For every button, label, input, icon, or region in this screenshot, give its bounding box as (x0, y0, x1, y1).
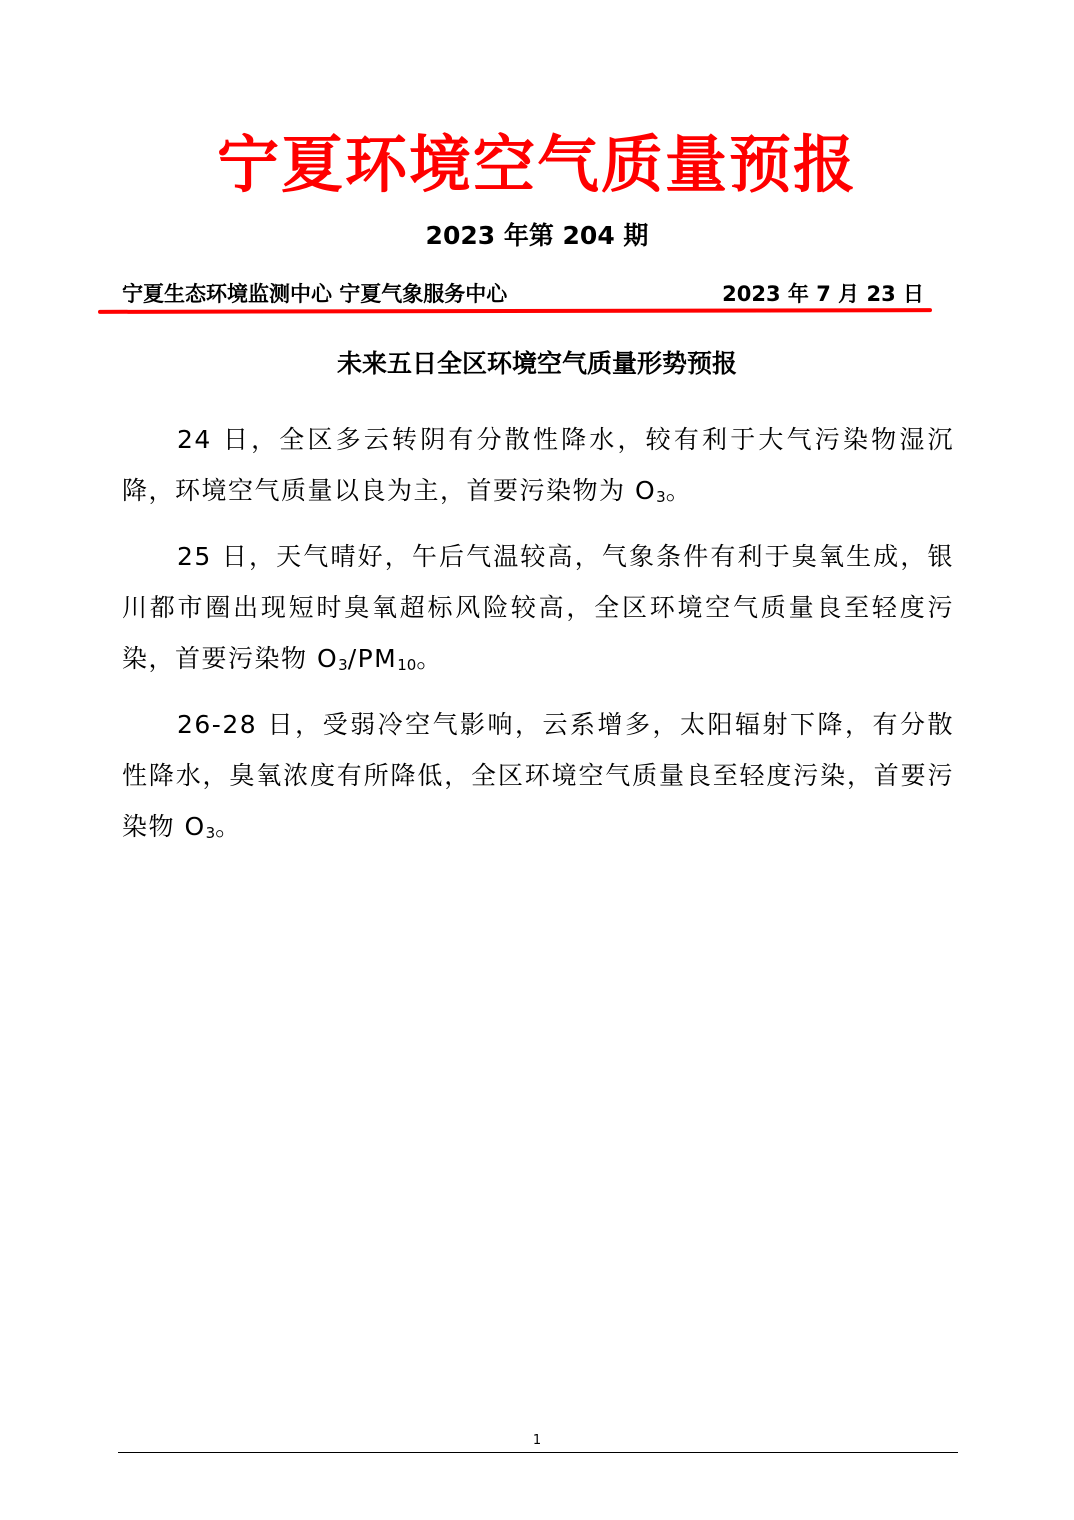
subscript: 3 (205, 824, 216, 842)
red-header-rule (98, 308, 932, 314)
paragraph-tail: 。 (665, 476, 693, 505)
forecast-paragraph-26-28 (122, 699, 954, 859)
forecast-paragraph-24 (122, 414, 954, 523)
subscript: 3 (338, 656, 348, 674)
paragraph-tail: 。 (215, 812, 242, 841)
subscript: 10 (397, 656, 417, 674)
footer-rule (118, 1452, 958, 1453)
issue-number: 2023 年第 204 期 (425, 221, 649, 250)
forecast-body (122, 414, 954, 867)
paragraph-mid: /PM (347, 644, 398, 673)
paragraph-text: 24 日，全区多云转阴有分散性降水，较有利于大气污染物湿沉降，环境空气质量以良为主，首要污染物为 O (122, 425, 954, 505)
forecast-paragraph-25 (122, 531, 954, 691)
issuing-organizations: 宁夏生态环境监测中心 宁夏气象服务中心 (122, 282, 508, 306)
publication-date: 2023 年 7 月 23 日 (722, 282, 924, 306)
subscript: 3 (656, 488, 666, 506)
paragraph-tail: 。 (416, 644, 443, 673)
section-title: 未来五日全区环境空气质量形势预报 (336, 349, 737, 378)
masthead-title: 宁夏环境空气质量预报 (216, 128, 857, 201)
paragraph-text: 26-28 日，受弱冷空气影响，云系增多，太阳辐射下降，有分散性降水，臭氧浓度有所降低，全区环境空气质量良至轻度污染，首要污染物 O (122, 710, 954, 841)
page-number: 1 (532, 1433, 542, 1448)
paragraph-text: 25 日，天气晴好，午后气温较高，气象条件有利于臭氧生成，银川都市圈出现短时臭氧超标风险较高，全区环境空气质量良至轻度污染，首要污染物 O (122, 542, 954, 673)
